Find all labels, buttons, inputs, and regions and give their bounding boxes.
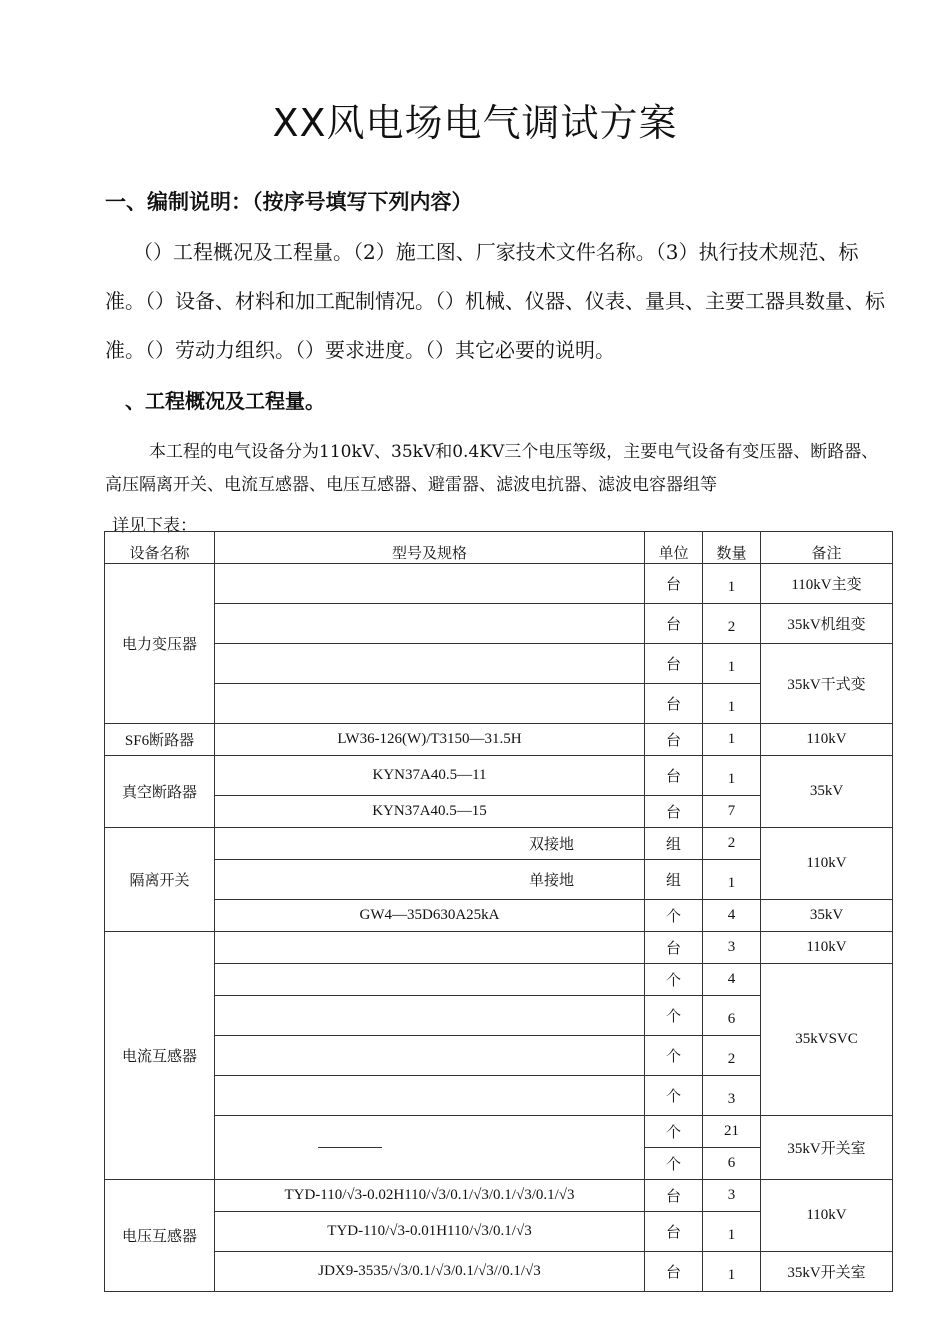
- unit-cell: 台: [645, 796, 703, 828]
- qty-cell: 1: [703, 684, 761, 724]
- spec-cell: [215, 996, 645, 1036]
- table-header-row: [105, 532, 893, 564]
- table-row: [105, 828, 893, 860]
- section-1-text: （）工程概况及工程量。（2）施工图、厂家技术文件名称。（3）执行技术规范、标准。（）设备、材料和加工配制情况。（）机械、仪器、仪表、量具、主要工器具数量、标准。（）劳动力组织。（）要求进度。（）其它必要的说明。: [105, 240, 885, 362]
- header-qty: 数量: [703, 532, 761, 564]
- spec-cell: JDX9-3535/√3/0.1/√3/0.1/√3//0.1/√3: [215, 1252, 645, 1292]
- note-cell: 110kV主变: [761, 564, 893, 604]
- qty-cell: 3: [703, 932, 761, 964]
- qty-cell: 4: [703, 964, 761, 996]
- qty-cell: 7: [703, 796, 761, 828]
- unit-cell: 台: [645, 756, 703, 796]
- spec-cell: KYN37A40.5—15: [215, 796, 645, 828]
- unit-cell: 个: [645, 900, 703, 932]
- qty-cell: 1: [703, 1212, 761, 1252]
- qty-cell: 1: [703, 564, 761, 604]
- qty-cell: 3: [703, 1180, 761, 1212]
- device-name-cell: 真空断路器: [105, 756, 215, 828]
- dash-line: [318, 1147, 382, 1148]
- qty-cell: 4: [703, 900, 761, 932]
- section-heading-1: 一、编制说明：（按序号填写下列内容）: [105, 190, 473, 214]
- table-row: [105, 644, 893, 684]
- device-name-cell: SF6断路器: [105, 724, 215, 756]
- unit-cell: 台: [645, 1212, 703, 1252]
- qty-cell: 21: [703, 1116, 761, 1148]
- spec-cell: GW4—35D630A25kA: [215, 900, 645, 932]
- table-row: [105, 604, 893, 644]
- section-heading-2: 、工程概况及工程量。: [125, 389, 325, 413]
- note-cell: 35kV机组变: [761, 604, 893, 644]
- unit-cell: 个: [645, 1148, 703, 1180]
- spec-cell: [215, 964, 645, 996]
- qty-cell: 2: [703, 604, 761, 644]
- spec-cell: TYD-110/√3-0.02H110/√3/0.1/√3/0.1/√3/0.1/√3: [215, 1180, 645, 1212]
- table-row: [105, 564, 893, 604]
- unit-cell: 个: [645, 1116, 703, 1148]
- unit-cell: 个: [645, 996, 703, 1036]
- unit-cell: 台: [645, 724, 703, 756]
- spec-cell: [215, 932, 645, 964]
- qty-cell: 6: [703, 1148, 761, 1180]
- qty-cell: 1: [703, 1252, 761, 1292]
- table-row: [105, 724, 893, 756]
- spec-cell: [215, 684, 645, 724]
- table-row: [105, 1180, 893, 1212]
- note-cell: 35kV开关室: [761, 1252, 893, 1292]
- spec-cell: [215, 644, 645, 684]
- equipment-table: [104, 531, 893, 1292]
- unit-cell: 台: [645, 564, 703, 604]
- unit-cell: 台: [645, 932, 703, 964]
- note-cell: 35kV干式变: [761, 644, 893, 724]
- spec-cell: [215, 1036, 645, 1076]
- header-unit: 单位: [645, 532, 703, 564]
- unit-cell: 个: [645, 1076, 703, 1116]
- device-name-cell: 隔离开关: [105, 828, 215, 932]
- table-row: [105, 964, 893, 996]
- table-row: [105, 756, 893, 796]
- note-cell: 110kV: [761, 932, 893, 964]
- spec-cell: [215, 1116, 645, 1180]
- section-2-text: 本工程的电气设备分为110kV、35kV和0.4KV三个电压等级，主要电气设备有变压器、断路器、高压隔离开关、电流互感器、电压互感器、避雷器、滤波电抗器、滤波电容器组等: [105, 442, 879, 495]
- note-cell: 35kV: [761, 900, 893, 932]
- unit-cell: 组: [645, 828, 703, 860]
- note-cell: 110kV: [761, 828, 893, 900]
- qty-cell: 1: [703, 644, 761, 684]
- table-row: [105, 1116, 893, 1148]
- qty-cell: 1: [703, 756, 761, 796]
- header-note: 备注: [761, 532, 893, 564]
- unit-cell: 个: [645, 964, 703, 996]
- see-below-label: 详见下表：: [112, 516, 197, 536]
- unit-cell: 组: [645, 860, 703, 900]
- spec-cell: [215, 604, 645, 644]
- unit-cell: 台: [645, 1252, 703, 1292]
- spec-cell: KYN37A40.5—11: [215, 756, 645, 796]
- unit-cell: 台: [645, 604, 703, 644]
- qty-cell: 1: [703, 860, 761, 900]
- device-name-cell: 电压互感器: [105, 1180, 215, 1292]
- device-name-cell: 电流互感器: [105, 932, 215, 1180]
- device-name-cell: 电力变压器: [105, 564, 215, 724]
- spec-cell: [215, 564, 645, 604]
- note-cell: 110kV: [761, 724, 893, 756]
- spec-cell: TYD-110/√3-0.01H110/√3/0.1/√3: [215, 1212, 645, 1252]
- qty-cell: 3: [703, 1076, 761, 1116]
- unit-cell: 台: [645, 1180, 703, 1212]
- unit-cell: 个: [645, 1036, 703, 1076]
- table-row: [105, 900, 893, 932]
- note-cell: 35kV开关室: [761, 1116, 893, 1180]
- spec-cell: 单接地: [215, 860, 645, 900]
- table-row: [105, 932, 893, 964]
- page-title: XX风电场电气调试方案: [272, 101, 678, 145]
- header-device-name: 设备名称: [105, 532, 215, 564]
- unit-cell: 台: [645, 644, 703, 684]
- qty-cell: 1: [703, 724, 761, 756]
- spec-cell: LW36-126(W)/T3150—31.5H: [215, 724, 645, 756]
- qty-cell: 6: [703, 996, 761, 1036]
- spec-cell: [215, 1076, 645, 1116]
- note-cell: 35kVSVC: [761, 964, 893, 1116]
- table-row: [105, 1252, 893, 1292]
- qty-cell: 2: [703, 1036, 761, 1076]
- note-cell: 110kV: [761, 1180, 893, 1252]
- note-cell: 35kV: [761, 756, 893, 828]
- spec-cell: 双接地: [215, 828, 645, 860]
- header-spec: 型号及规格: [215, 532, 645, 564]
- unit-cell: 台: [645, 684, 703, 724]
- qty-cell: 2: [703, 828, 761, 860]
